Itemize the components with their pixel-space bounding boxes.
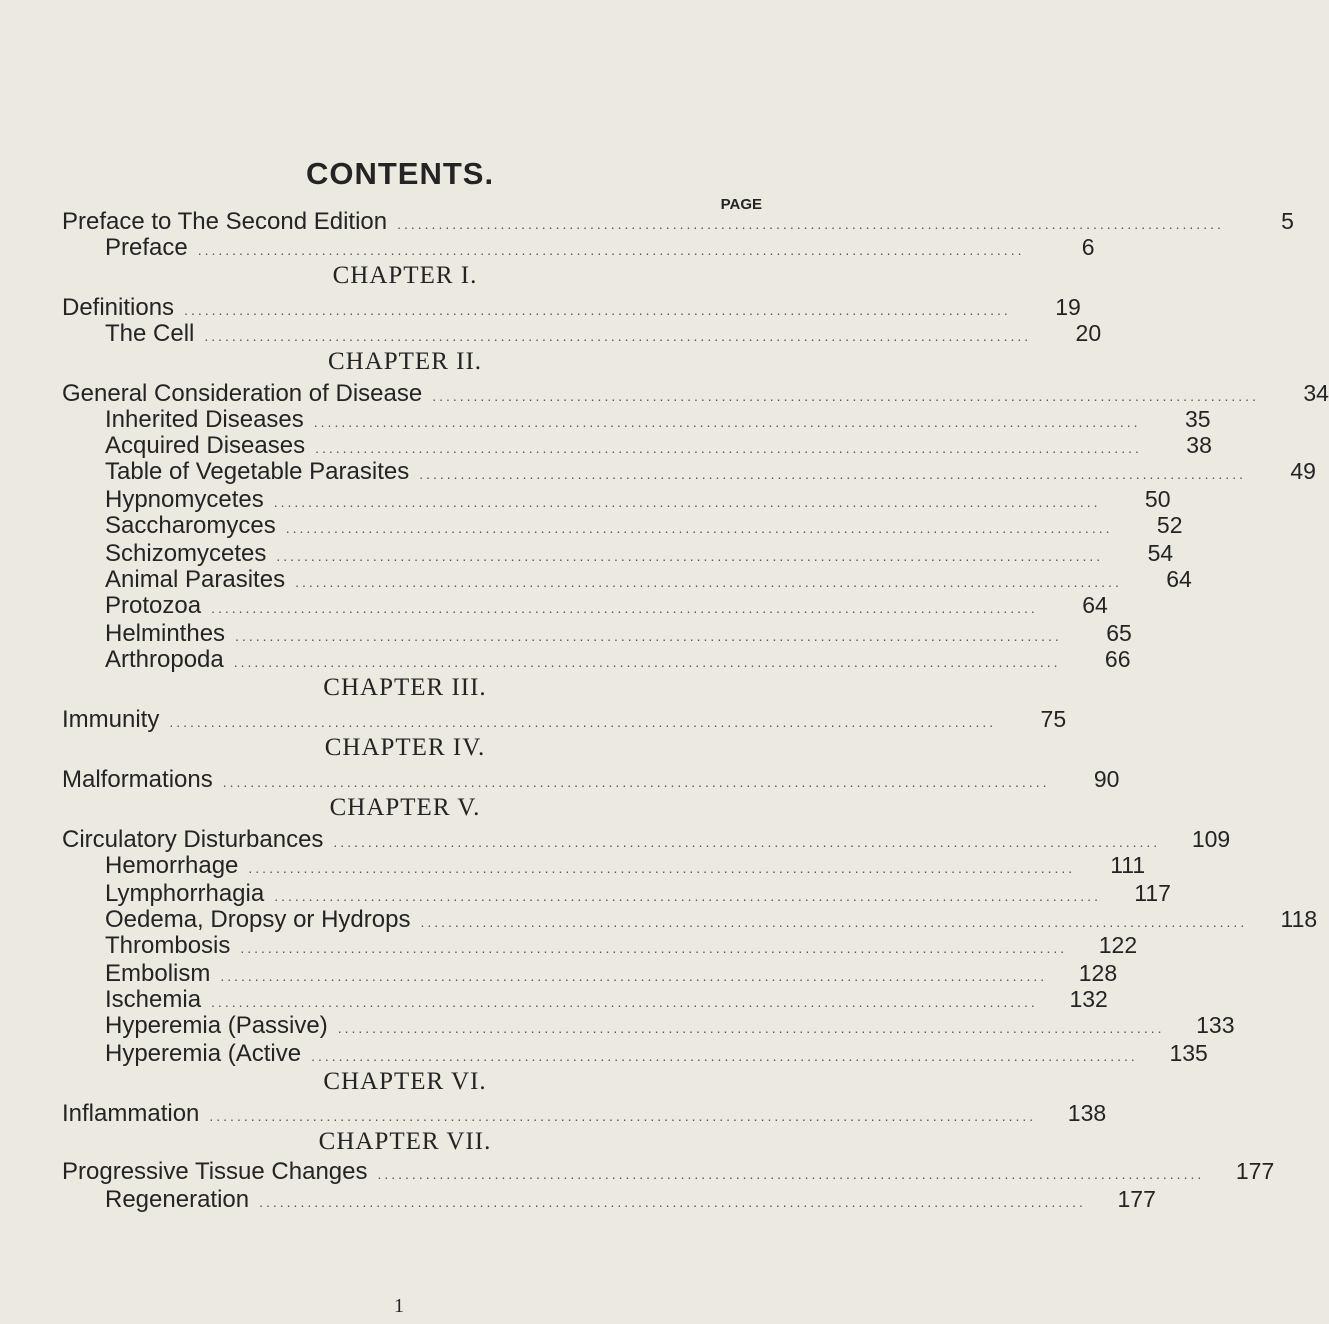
toc-entry-page: 118 (1280, 906, 1318, 932)
toc-entry-label: Animal Parasites (105, 566, 286, 593)
toc-entry-page: 111 (1110, 852, 1146, 878)
dot-leader: ........................................................................................................................ (240, 940, 1068, 956)
chapter-heading (0, 794, 800, 828)
toc-entry-label: Definitions (62, 294, 175, 321)
chapter-heading (0, 1128, 800, 1162)
dot-leader: ........................................................................................................................ (276, 548, 1104, 564)
toc-entry-label: Saccharomyces (105, 512, 276, 539)
toc-entry-label: Immunity (62, 706, 160, 733)
toc-entry-label: Inherited Diseases (105, 406, 304, 433)
toc-entry-label: Ischemia (105, 986, 202, 1013)
toc-entry-page: 117 (1134, 880, 1171, 906)
toc-entry-page: 64 (1082, 592, 1108, 618)
dot-leader: ........................................................................................................................ (419, 466, 1246, 482)
page-title: CONTENTS. (305, 156, 495, 191)
toc-entry-page: 35 (1184, 406, 1211, 432)
toc-entry-page: 128 (1078, 960, 1118, 986)
toc-entry-label: Hyperemia (Passive) (105, 1012, 328, 1039)
toc-entry-page: 52 (1156, 512, 1183, 538)
toc-entry-page: 50 (1144, 486, 1171, 512)
chapter-heading-label: CHAPTER VII. (318, 1128, 492, 1155)
chapter-heading (0, 262, 800, 296)
toc-entry-page: 49 (1290, 458, 1316, 484)
toc-entry-label: Protozoa (105, 592, 202, 619)
toc-entry-page: 177 (1235, 1158, 1275, 1184)
dot-leader: ........................................................................................................................ (169, 714, 997, 730)
toc-entry-page: 19 (1055, 294, 1081, 320)
toc-entry-label: The Cell (105, 320, 195, 347)
toc-entry-page: 5 (1281, 208, 1294, 234)
dot-leader: ........................................................................................................................ (204, 328, 1032, 344)
dot-leader: ........................................................................................................................ (235, 628, 1062, 644)
toc-entry-label: Hemorrhage (105, 852, 239, 879)
toc-entry-label: Progressive Tissue Changes (62, 1158, 368, 1185)
toc-entry-page: 75 (1040, 706, 1067, 732)
toc-entry-label: Preface (105, 234, 188, 261)
chapter-heading-label: CHAPTER II. (327, 348, 483, 375)
toc-entry-label: Acquired Diseases (105, 432, 306, 459)
toc-entry-page: 109 (1191, 826, 1231, 852)
toc-entry (0, 1186, 1156, 1220)
dot-leader: ........................................................................................................................ (184, 302, 1011, 318)
chapter-heading-label: CHAPTER III. (323, 674, 487, 701)
toc-entry-page: 64 (1166, 566, 1192, 592)
toc-entry-page: 65 (1106, 620, 1132, 646)
toc-entry-page: 90 (1093, 766, 1120, 792)
toc-entry-page: 133 (1196, 1012, 1235, 1038)
chapter-heading-label: CHAPTER V. (329, 794, 481, 821)
page-column-label: PAGE (720, 196, 762, 213)
toc-entry-label: Preface to The Second Edition (62, 208, 388, 235)
toc-entry-label: Inflammation (62, 1100, 200, 1127)
dot-leader: ........................................................................................................................ (315, 440, 1142, 456)
chapter-heading-label: CHAPTER I. (332, 262, 478, 289)
toc-entry-label: Regeneration (105, 1186, 250, 1213)
folio-number: 1 (394, 1295, 404, 1317)
dot-leader: ........................................................................................................................ (397, 216, 1224, 232)
chapter-heading-label: CHAPTER IV. (324, 734, 486, 761)
dot-leader: ........................................................................................................................ (333, 834, 1161, 850)
toc-entry-label: Schizomycetes (105, 540, 267, 567)
chapter-heading-label: CHAPTER VI. (323, 1068, 487, 1095)
toc-entry-page: 38 (1186, 432, 1212, 458)
dot-leader: ........................................................................................................................ (222, 774, 1050, 790)
toc-entry-label: Lymphorrhagia (105, 880, 265, 907)
toc-entry-label: Thrombosis (105, 932, 231, 959)
toc-entry-page: 135 (1169, 1040, 1208, 1066)
dot-leader: ........................................................................................................................ (285, 520, 1113, 536)
toc-entry-page: 122 (1098, 932, 1138, 958)
toc-entry-label: Malformations (62, 766, 213, 793)
toc-entry-page: 177 (1117, 1186, 1156, 1212)
dot-leader: ........................................................................................................................ (420, 914, 1248, 930)
toc-entry-label: Hypnomycetes (105, 486, 264, 513)
toc-entry-label: Oedema, Dropsy or Hydrops (105, 906, 411, 933)
dot-leader: ........................................................................................................................ (197, 242, 1025, 258)
toc-entry-label: Hyperemia (Active (105, 1040, 302, 1067)
toc-entry-label: Helminthes (105, 620, 226, 647)
toc-entry-label: Arthropoda (105, 646, 224, 673)
toc-entry-page: 34 (1303, 380, 1329, 406)
dot-leader: ........................................................................................................................ (311, 1048, 1138, 1064)
chapter-heading (0, 674, 800, 708)
dot-leader: ........................................................................................................................ (313, 414, 1141, 430)
toc-entry-page: 66 (1104, 646, 1131, 672)
chapter-heading (0, 1068, 800, 1102)
dot-leader: ........................................................................................................................ (211, 600, 1038, 616)
toc-entry-page: 6 (1081, 234, 1095, 260)
dot-leader: ........................................................................................................................ (273, 494, 1101, 510)
dot-leader: ........................................................................................................................ (274, 888, 1101, 904)
dot-leader: ........................................................................................................................ (209, 1108, 1037, 1124)
toc-entry-page: 54 (1147, 540, 1174, 566)
toc-entry-label: Embolism (105, 960, 211, 987)
toc-entry-page: 20 (1075, 320, 1102, 346)
dot-leader: ........................................................................................................................ (233, 654, 1061, 670)
toc-entry-label: Table of Vegetable Parasites (105, 458, 410, 485)
dot-leader: ........................................................................................................................ (295, 574, 1122, 590)
dot-leader: ........................................................................................................................ (248, 860, 1076, 876)
dot-leader: ........................................................................................................................ (259, 1194, 1086, 1210)
chapter-heading (0, 734, 800, 768)
dot-leader: ........................................................................................................................ (432, 388, 1259, 404)
toc-entry-label: Circulatory Disturbances (62, 826, 324, 853)
dot-leader: ........................................................................................................................ (220, 968, 1048, 984)
chapter-heading (0, 348, 800, 382)
toc-entry-page: 132 (1069, 986, 1108, 1012)
toc-entry-label: General Consideration of Disease (62, 380, 423, 407)
toc-entry-page: 138 (1067, 1100, 1107, 1126)
dot-leader: ........................................................................................................................ (337, 1020, 1165, 1036)
dot-leader: ........................................................................................................................ (211, 994, 1038, 1010)
dot-leader: ........................................................................................................................ (377, 1166, 1205, 1182)
